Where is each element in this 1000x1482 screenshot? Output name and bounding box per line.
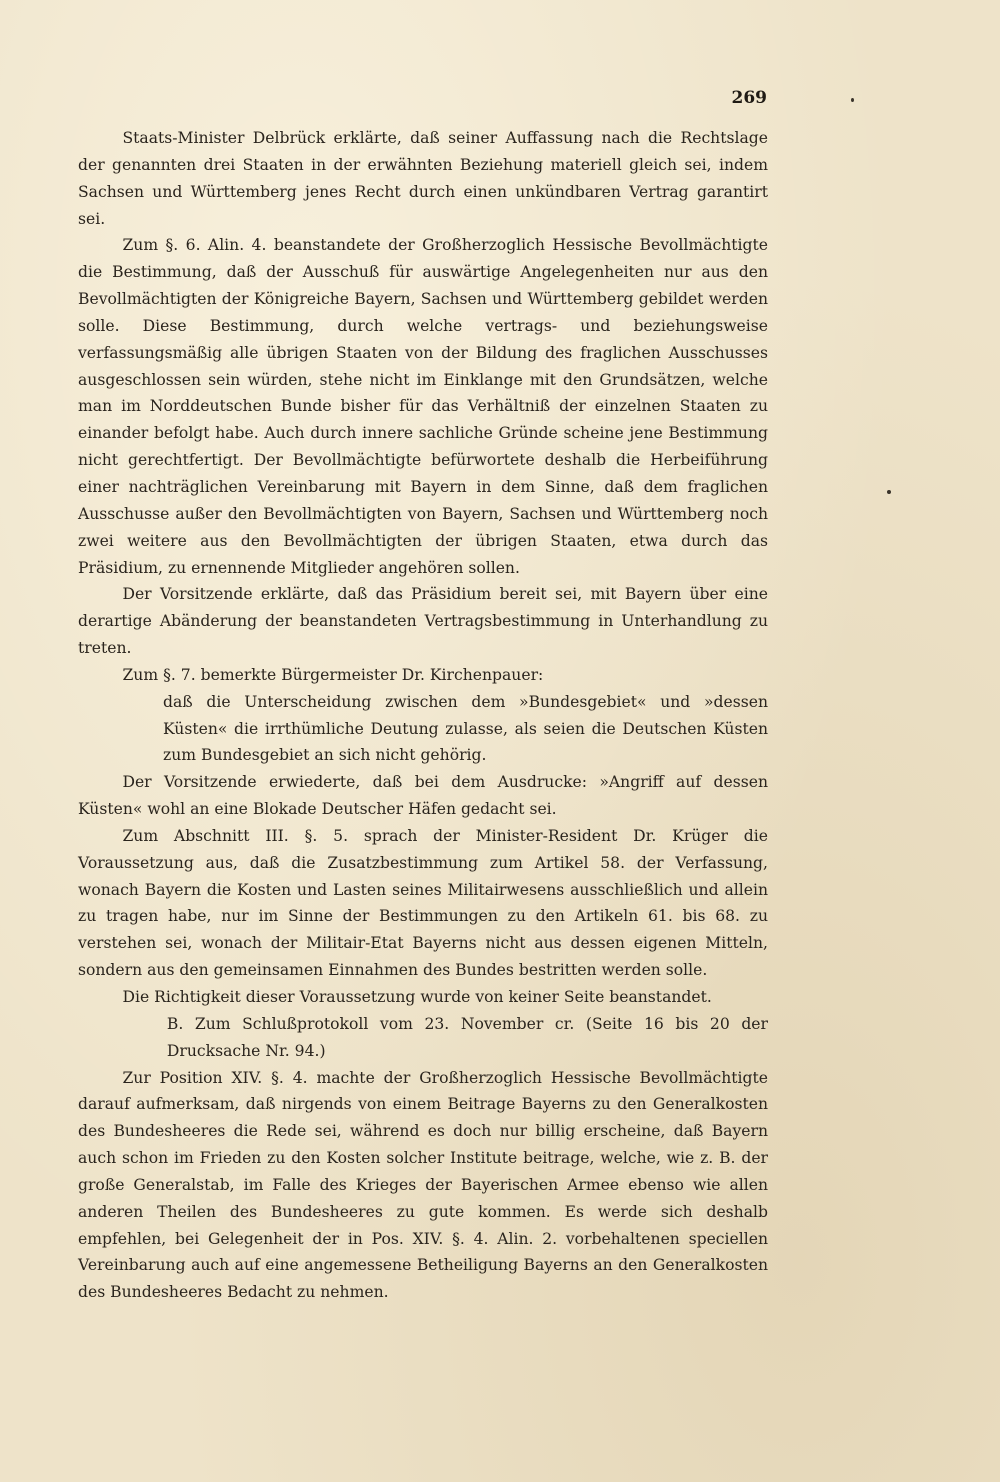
- ink-speck: [887, 490, 891, 494]
- document-body: [78, 125, 768, 1306]
- paragraph-delbrueck: Staats-Minister Delbrück erklärte, daß seiner Auffassung nach die Rechtslage der genannten drei Staaten in der erwähnten Beziehung materiell gleich sei, indem Sachsen und Württemberg jenes Recht durch einen unkündbaren Vertrag garantirt sei.: [78, 129, 768, 228]
- paragraph-krueger: Zum Abschnitt III. §. 5. sprach der Minister-Resident Dr. Krüger die Voraussetzung aus, daß die Zusatzbestimmung zum Artikel 58. der Verfassung, wonach Bayern die Kosten und Lasten seines Militairwesens ausschließlich und allein zu tragen habe, nur im Sinne der Bestimmungen zu den Artikeln 61. bis 68. zu verstehen sei, wonach der Militair-Etat Bayerns nicht aus dessen eigenen Mitteln, sondern aus den gemeinsamen Einnahmen des Bundes bestritten werden solle.: [78, 826, 768, 980]
- paragraph-vorsitzender-1: Der Vorsitzende erklärte, daß das Präsidium bereit sei, mit Bayern über eine derartige Abänderung der beanstandeten Vertragsbestimmung in Unterhandlung zu treten.: [78, 585, 768, 658]
- paragraph-kirchenpauer-quote: daß die Unterscheidung zwischen dem »Bundesgebiet« und »dessen Küsten« die irrthümliche Deutung zulasse, als seien die Deutschen Küsten zum Bundesgebiet an sich nicht gehörig.: [163, 692, 768, 765]
- paragraph-richtigkeit: Die Richtigkeit dieser Voraussetzung wurde von keiner Seite beanstandet.: [122, 988, 712, 1006]
- ink-speck: [851, 98, 854, 102]
- paragraph-vorsitzender-2: Der Vorsitzende erwiederte, daß bei dem Ausdrucke: »Angriff auf dessen Küsten« wohl an eine Blokade Deutscher Häfen gedacht sei.: [78, 773, 768, 819]
- paragraph-schlussprotokoll: B. Zum Schlußprotokoll vom 23. November cr. (Seite 16 bis 20 der Drucksache Nr. 94.): [166, 1014, 768, 1060]
- paragraph-position-xiv: Zur Position XIV. §. 4. machte der Großherzoglich Hessische Bevollmächtigte darauf aufmerksam, daß nirgends von einem Beitrage Bayerns zu den Generalkosten des Bundesheeres die Rede sei, während es doch nur billig erscheine, daß Bayern auch schon im Frieden zu den Kosten solcher Institute beitrage, welche, wie z. B. der große Generalstab, im Falle des Krieges der Bayerischen Armee ebenso wie allen anderen Theilen des Bundesheeres zu gute kommen. Es werde sich deshalb empfehlen, bei Gelegenheit der in Pos. XIV. §. 4. Alin. 2. vorbehaltenen speciellen Vereinbarung auch auf eine angemessene Betheiligung Bayerns an den Generalkosten des Bundesheeres Bedacht zu nehmen.: [78, 1068, 768, 1302]
- paragraph-hessen-ausschuss: Zum §. 6. Alin. 4. beanstandete der Großherzoglich Hessische Bevollmächtigte die Bestimmung, daß der Ausschuß für auswärtige Angelegenheiten nur aus den Bevollmächtigten der Königreiche Bayern, Sachsen und Württemberg gebildet werden solle. Diese Bestimmung, durch welche vertrags- und beziehungsweise verfassungsmäßig alle übrigen Staaten von der Bildung des fraglichen Ausschusses ausgeschlossen sein würden, stehe nicht im Einklange mit den Grundsätzen, welche man im Norddeutschen Bunde bisher für das Verhältniß der einzelnen Staaten zu einander befolgt habe. Auch durch innere sachliche Gründe scheine jene Bestimmung nicht gerechtfertigt. Der Bevollmächtigte befürwortete deshalb die Herbeiführung einer nachträglichen Vereinbarung mit Bayern in dem Sinne, daß dem fraglichen Ausschusse außer den Bevollmächtigten von Bayern, Sachsen und Württemberg noch zwei weitere aus den Bevollmächtigten der übrigen Staaten, etwa durch das Präsidium, zu ernennende Mitglieder angehören sollen.: [78, 236, 768, 577]
- page-number: 269: [731, 88, 767, 108]
- paragraph-kirchenpauer: Zum §. 7. bemerkte Bürgermeister Dr. Kirchenpauer:: [122, 665, 544, 684]
